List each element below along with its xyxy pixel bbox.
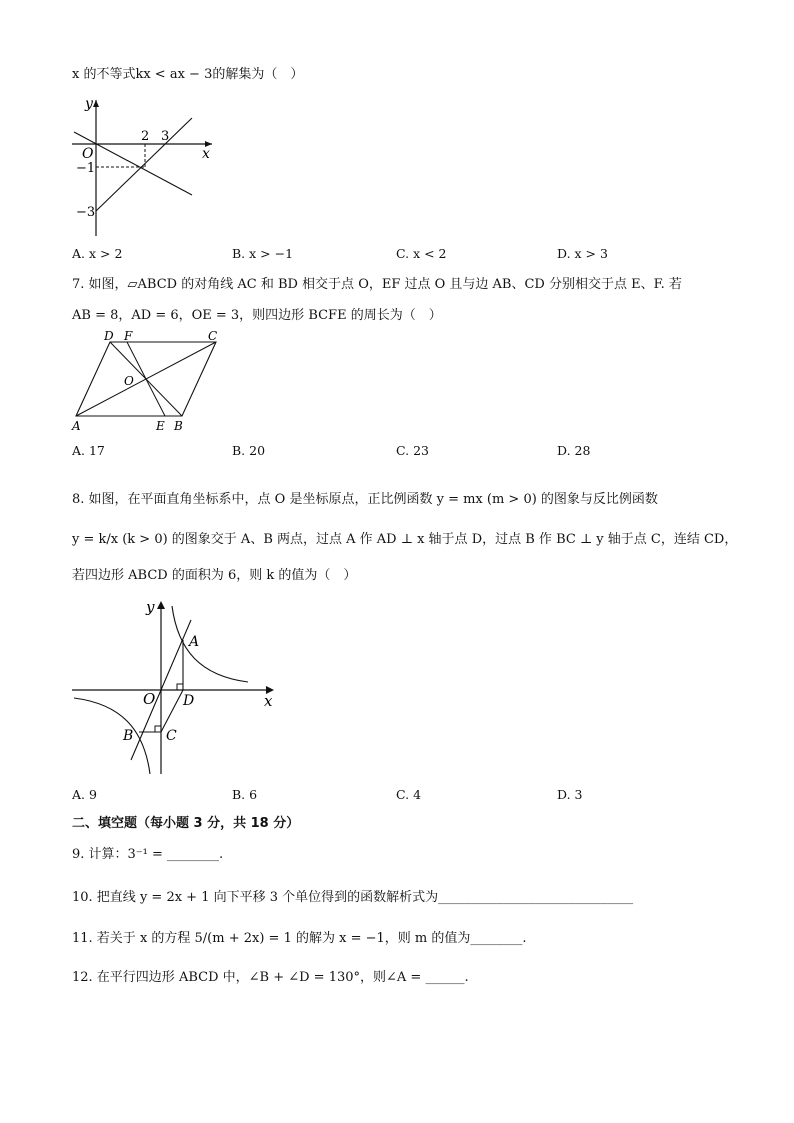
label-a: A bbox=[189, 634, 200, 650]
y-axis-arrow-icon bbox=[157, 601, 165, 609]
tick-label-3: 3 bbox=[161, 129, 170, 144]
label-c: C bbox=[166, 728, 177, 744]
q12-text: 12. 在平行四边形 ABCD 中，∠B + ∠D = 130°，则∠A = ______. bbox=[72, 970, 469, 985]
y-axis-label: y bbox=[146, 598, 155, 616]
q8-option-d[interactable]: D. 3 bbox=[557, 787, 583, 802]
q8-stem-line3: 若四边形 ABCD 的面积为 6，则 k 的值为（ ） bbox=[72, 568, 357, 583]
label-c: C bbox=[208, 330, 218, 343]
label-d: D bbox=[104, 330, 114, 343]
q10-text: 10. 把直线 y = 2x + 1 向下平移 3 个单位得到的函数解析式为______________________________ bbox=[72, 890, 634, 905]
right-angle-mark-d bbox=[177, 684, 183, 690]
origin-label: O bbox=[82, 146, 94, 162]
q7-stem-line1: 7. 如图，▱ABCD 的对角线 AC 和 BD 相交于点 O，EF 过点 O 且与边 AB、CD 分别相交于点 E、F. 若 bbox=[72, 277, 682, 292]
section-title: 二、填空题（每小题 3 分，共 18 分） bbox=[72, 816, 300, 831]
label-e: E bbox=[156, 419, 165, 433]
q8-stem-line2: y = k/x (k > 0) 的图象交于 A、B 两点，过点 A 作 AD ⊥ x 轴于点 D，过点 B 作 BC ⊥ y 轴于点 C，连结 CD， bbox=[72, 532, 738, 547]
x-axis-label: x bbox=[264, 692, 273, 710]
q8-option-b[interactable]: B. 6 bbox=[232, 787, 258, 802]
q8-option-c[interactable]: C. 4 bbox=[396, 787, 422, 802]
segment-cd bbox=[161, 690, 183, 732]
q7-option-d[interactable]: D. 28 bbox=[557, 443, 591, 458]
q6-option-b[interactable]: B. x > −1 bbox=[232, 246, 294, 261]
label-f: F bbox=[124, 330, 133, 343]
y-axis-label: y bbox=[85, 96, 93, 112]
q7-figure bbox=[66, 330, 236, 434]
q6-option-d[interactable]: D. x > 3 bbox=[557, 246, 608, 261]
origin-label: O bbox=[143, 690, 156, 708]
q9-text: 9. 计算：3⁻¹ = ________. bbox=[72, 847, 224, 862]
hyperbola-branch-q3 bbox=[74, 698, 150, 774]
q7-option-a[interactable]: A. 17 bbox=[72, 443, 105, 458]
label-d: D bbox=[183, 693, 195, 709]
q7-option-b[interactable]: B. 20 bbox=[232, 443, 266, 458]
right-angle-mark-c bbox=[155, 726, 161, 732]
q11-text: 11. 若关于 x 的方程 5/(m + 2x) = 1 的解为 x = −1，则 m 的值为________. bbox=[72, 931, 527, 946]
q6-option-c[interactable]: C. x < 2 bbox=[396, 246, 447, 261]
tick-label-neg3: −3 bbox=[76, 205, 96, 220]
tick-label-neg1: −1 bbox=[76, 161, 96, 176]
tick-label-2: 2 bbox=[141, 129, 150, 144]
q7-option-c[interactable]: C. 23 bbox=[396, 443, 429, 458]
q8-figure bbox=[66, 596, 286, 778]
x-axis-label: x bbox=[202, 146, 210, 162]
label-b: B bbox=[174, 419, 183, 433]
q8-stem-line1: 8. 如图，在平面直角坐标系中，点 O 是坐标原点，正比例函数 y = mx (m > 0) 的图象与反比例函数 bbox=[72, 492, 658, 507]
label-a: A bbox=[72, 419, 81, 433]
q6-stem: x 的不等式kx < ax − 3的解集为（ ） bbox=[72, 67, 304, 82]
q8-option-a[interactable]: A. 9 bbox=[72, 787, 97, 802]
label-b: B bbox=[123, 728, 134, 744]
q7-stem-line2: AB = 8，AD = 6，OE = 3，则四边形 BCFE 的周长为（ ） bbox=[72, 308, 442, 323]
y-axis-arrow-icon bbox=[93, 100, 99, 107]
q6-figure bbox=[66, 92, 226, 242]
label-o: O bbox=[124, 374, 134, 388]
q6-option-a[interactable]: A. x > 2 bbox=[72, 246, 123, 261]
